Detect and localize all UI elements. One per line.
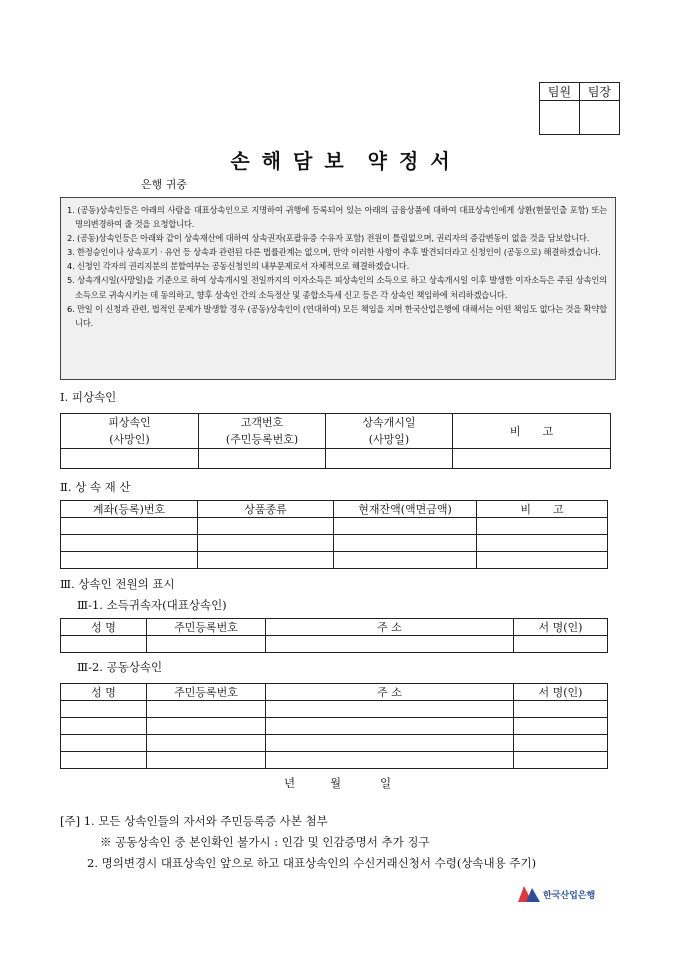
cell-input[interactable] xyxy=(453,449,611,469)
header-address: 주 소 xyxy=(266,619,514,636)
title-char: 약 xyxy=(367,149,387,173)
cell-input[interactable] xyxy=(199,449,326,469)
footnote-2: 2. 명의변경시 대표상속인 앞으로 하고 대표상속인의 수신거래신청서 수령(상속내용 주기) xyxy=(87,856,537,870)
cell-input[interactable] xyxy=(266,701,514,718)
cell-input[interactable] xyxy=(477,552,608,569)
header-signature: 서 명(인) xyxy=(514,619,608,636)
decedent-table xyxy=(60,413,611,469)
header-customer-no: 고객번호 (주민등록번호) xyxy=(199,414,326,449)
cell-input[interactable] xyxy=(61,701,147,718)
estate-table xyxy=(60,500,608,569)
title-char: 정 xyxy=(398,149,419,173)
header-account-no: 계좌(등록)번호 xyxy=(61,501,198,518)
title-char: 해 xyxy=(261,149,281,173)
cell-input[interactable] xyxy=(514,718,608,735)
notice-item: 1. (공동)상속인등은 아래의 사람을 대표상속인으로 지명하여 귀행에 등록되어 있는 아래의 금융상품에 대하여 대표상속인에게 상환(현물인출 포함) 또는 명의변경하여 줄 것을 요청합니다. xyxy=(67,205,607,230)
document-title xyxy=(0,145,680,174)
section1-title: Ⅰ. 피상속인 xyxy=(60,390,117,404)
cell-input[interactable] xyxy=(266,718,514,735)
cell-input[interactable] xyxy=(61,518,198,535)
cell-input[interactable] xyxy=(147,701,266,718)
header-name: 성 명 xyxy=(61,619,147,636)
section3-title: Ⅲ. 상속인 전원의 표시 xyxy=(60,577,175,591)
notice-item: 2. (공동)상속인등은 아래와 같이 상속재산에 대하여 상속권자(포괄유증 수유자 포함) 전원이 틀림없으며, 권리자의 증감변동이 없을 것을 담보합니다. xyxy=(67,233,590,244)
notice-item: 3. 한정승인이나 상속포기 · 유언 등 상속과 관련된 다른 법률관계는 없으며, 만약 이러한 사항이 추후 발견되더라고 신청인이 (공동으로) 해결하겠습니다. xyxy=(67,247,601,258)
cell-input[interactable] xyxy=(334,518,477,535)
header-decedent: 피상속인 (사망인) xyxy=(61,414,199,449)
cell-input[interactable] xyxy=(326,449,453,469)
addressee: 은행 귀중 xyxy=(141,178,188,191)
notice-item: 4. 신청인 각자의 권리지분의 분할여부는 공동신청인의 내부문제로서 자체적으로 해결하겠습니다. xyxy=(67,261,410,272)
cell-input[interactable] xyxy=(334,552,477,569)
cell-input[interactable] xyxy=(198,535,334,552)
joint-heirs-table xyxy=(60,683,608,769)
section3-1-title: Ⅲ-1. 소득귀속자(대표상속인) xyxy=(77,598,227,612)
cell-input[interactable] xyxy=(477,518,608,535)
cell-input[interactable] xyxy=(147,636,266,653)
cell-input[interactable] xyxy=(61,735,147,752)
header-balance: 현재잔액(액면금액) xyxy=(334,501,477,518)
header-resident-no: 주민등록번호 xyxy=(147,619,266,636)
cell-input[interactable] xyxy=(61,636,147,653)
section2-title: Ⅱ. 상 속 재 산 xyxy=(60,480,131,494)
header-remarks: 비 고 xyxy=(477,501,608,518)
cell-input[interactable] xyxy=(477,535,608,552)
date-year: 년 xyxy=(284,776,296,790)
cell-input[interactable] xyxy=(266,636,514,653)
approval-box xyxy=(539,82,620,135)
footnote-1-note: ※ 공동상속인 중 본인확인 불가시 : 인감 및 인감증명서 추가 징구 xyxy=(100,835,430,849)
cell-input[interactable] xyxy=(61,449,199,469)
bank-logo-icon xyxy=(518,886,540,902)
notice-box xyxy=(60,197,616,380)
approval-header-leader: 팀장 xyxy=(580,83,620,101)
cell-input[interactable] xyxy=(147,718,266,735)
cell-input[interactable] xyxy=(198,552,334,569)
cell-input[interactable] xyxy=(61,552,198,569)
approval-header-member: 팀원 xyxy=(540,83,580,101)
header-signature: 서 명(인) xyxy=(514,684,608,701)
title-char: 서 xyxy=(430,149,450,173)
bank-logo xyxy=(518,886,595,902)
cell-input[interactable] xyxy=(266,752,514,769)
representative-heir-table xyxy=(60,618,608,653)
approval-sign-member[interactable] xyxy=(540,101,580,135)
cell-input[interactable] xyxy=(514,701,608,718)
title-char: 손 xyxy=(230,149,250,173)
header-start-date: 상속개시일 (사망일) xyxy=(326,414,453,449)
header-resident-no: 주민등록번호 xyxy=(147,684,266,701)
cell-input[interactable] xyxy=(514,735,608,752)
cell-input[interactable] xyxy=(147,735,266,752)
title-char: 보 xyxy=(324,149,344,173)
cell-input[interactable] xyxy=(61,718,147,735)
header-name: 성 명 xyxy=(61,684,147,701)
notice-item: 5. 상속개시일(사망일)을 기준으로 하여 상속개시일 전일까지의 이자소득은 피상속인의 소득으로 하고 상속개시일 이후 발생한 이자소득은 주된 상속인의 소득으로 귀속시키는 데 동의하고, 향후 상속인 간의 소득정산 및 종합소득세 신고 등은 각 상속인 책임하에 처리하겠습니다. xyxy=(67,275,607,300)
header-remarks: 비 고 xyxy=(453,414,611,449)
date-month: 월 xyxy=(330,776,342,790)
date-day: 일 xyxy=(380,776,392,790)
cell-input[interactable] xyxy=(514,636,608,653)
section3-2-title: Ⅲ-2. 공동상속인 xyxy=(77,660,163,674)
cell-input[interactable] xyxy=(266,735,514,752)
header-address: 주 소 xyxy=(266,684,514,701)
notice-item: 6. 만일 이 신청과 관련, 법적인 문제가 발생할 경우 (공동)상속인이 (연대하여) 모든 책임을 지며 한국산업은행에 대해서는 어떤 책임도 없다는 것을 확약합니다. xyxy=(67,303,607,328)
cell-input[interactable] xyxy=(61,535,198,552)
approval-sign-leader[interactable] xyxy=(580,101,620,135)
cell-input[interactable] xyxy=(514,752,608,769)
header-product-type: 상품종류 xyxy=(198,501,334,518)
title-char: 담 xyxy=(293,149,313,173)
cell-input[interactable] xyxy=(147,752,266,769)
footnote-1: [주] 1. 모든 상속인들의 자서와 주민등록증 사본 첨부 xyxy=(60,814,328,828)
cell-input[interactable] xyxy=(61,752,147,769)
cell-input[interactable] xyxy=(198,518,334,535)
cell-input[interactable] xyxy=(334,535,477,552)
bank-logo-text: 한국산업은행 xyxy=(543,890,596,901)
